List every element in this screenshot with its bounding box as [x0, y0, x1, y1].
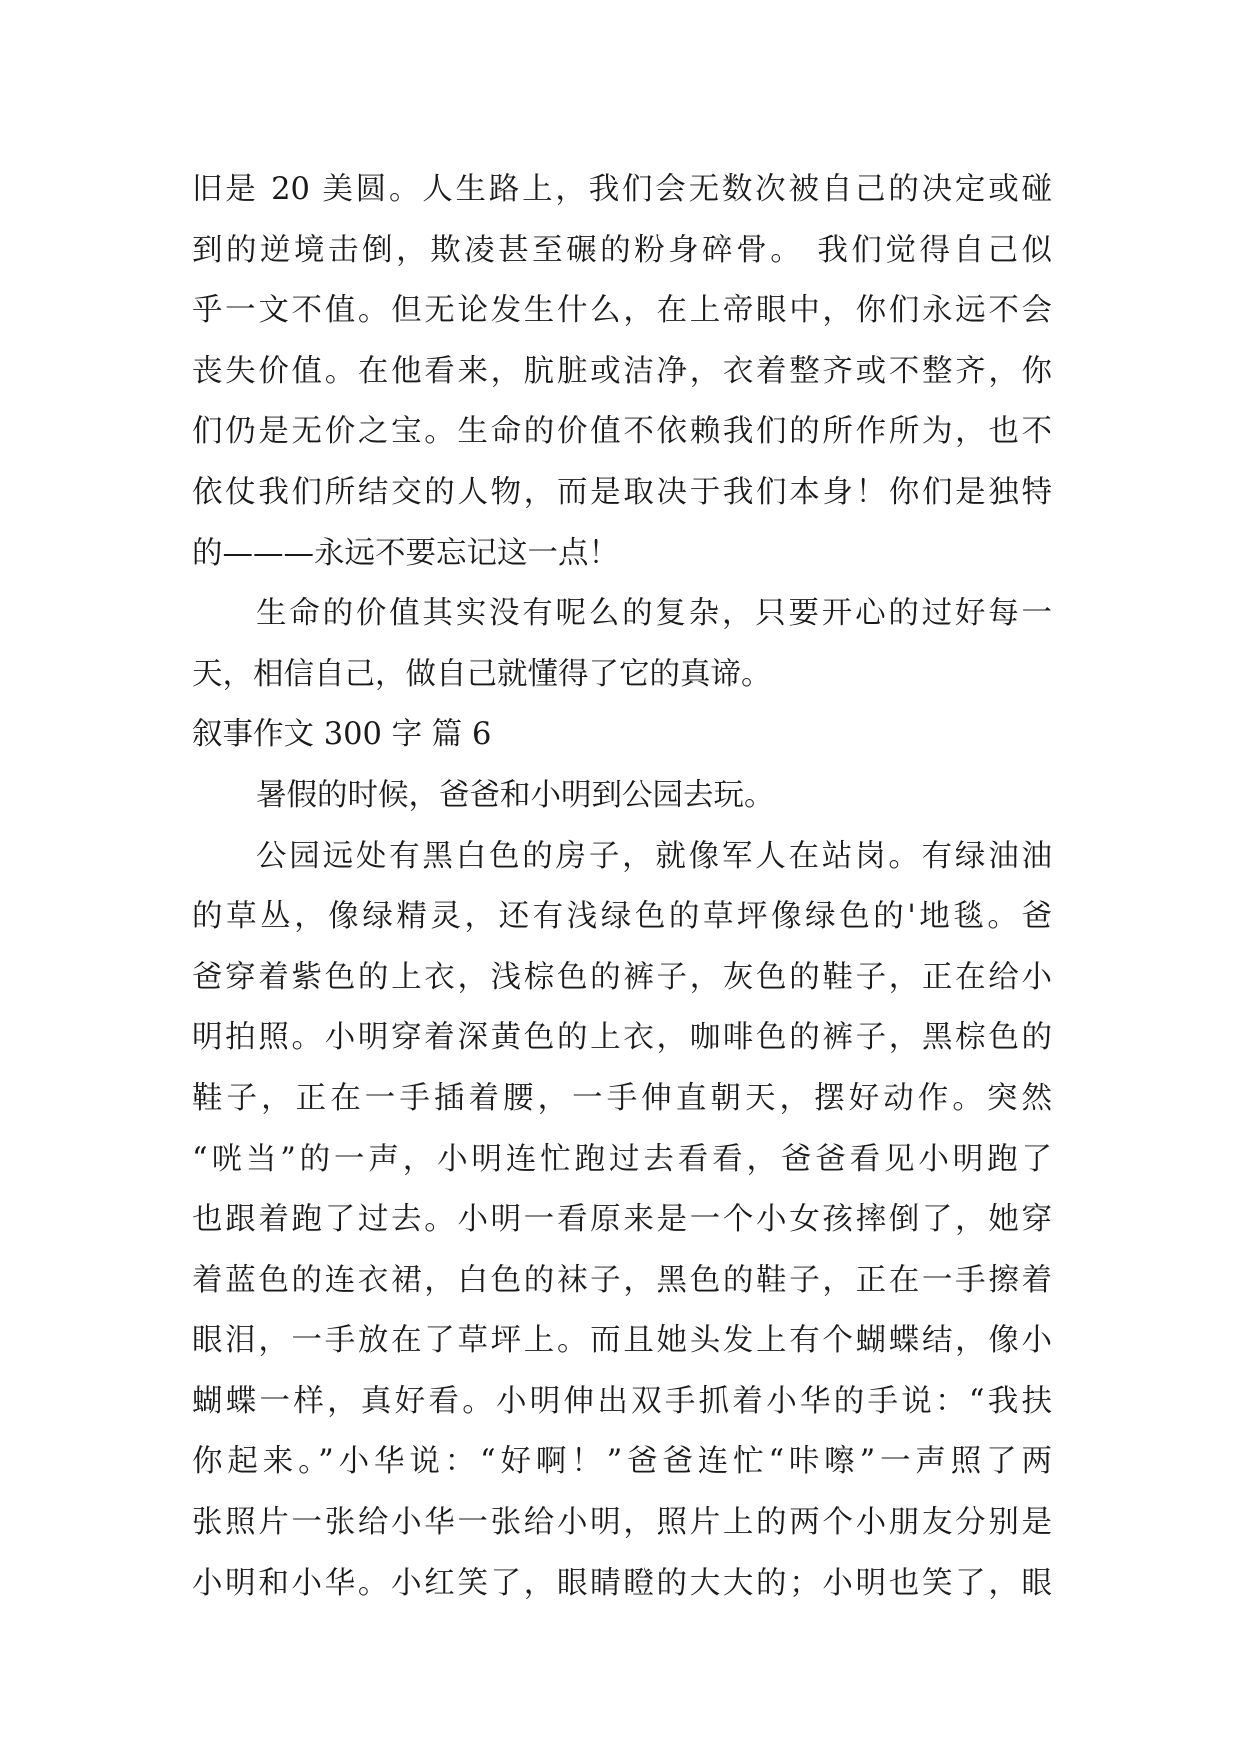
section-heading: 叙事作文 300 字 篇 6: [192, 717, 492, 753]
text-line: 你起来。”小华说：“好啊！”爸爸连忙“咔嚓”一声照了两: [192, 1444, 1052, 1480]
text-line: “咣当”的一声，小明连忙跑过去看看，爸爸看见小明跑了: [192, 1141, 1052, 1177]
document-body: [192, 160, 1052, 1614]
text-line: 丧失价值。在他看来，肮脏或洁净，衣着整齐或不整齐，你: [192, 353, 1052, 389]
text-line: 的草丛，像绿精灵，还有浅绿色的草坪像绿色的'地毯。爸: [192, 899, 1052, 935]
text-line: 乎一文不值。但无论发生什么，在上帝眼中，你们永远不会: [192, 293, 1052, 329]
text-line: 到的逆境击倒，欺凌甚至碾的粉身碎骨。 我们觉得自己似: [192, 232, 1052, 268]
text-line: 们仍是无价之宝。生命的价值不依赖我们的所作所为，也不: [192, 414, 1052, 450]
text-line: 明拍照。小明穿着深黄色的上衣，咖啡色的裤子，黑棕色的: [192, 1020, 1052, 1056]
text-line: 鞋子，正在一手插着腰，一手伸直朝天，摆好动作。突然: [192, 1080, 1052, 1116]
text-line: 天，相信自己，做自己就懂得了它的真谛。: [192, 656, 772, 692]
text-line: 公园远处有黑白色的房子，就像军人在站岗。有绿油油: [256, 838, 1052, 874]
text-line: 生命的价值其实没有呢么的复杂，只要开心的过好每一: [256, 596, 1052, 632]
text-line: 依仗我们所结交的人物，而是取决于我们本身！你们是独特: [192, 474, 1052, 510]
text-line: 暑假的时候，爸爸和小明到公园去玩。: [256, 777, 775, 813]
text-line: 小明和小华。小红笑了，眼睛瞪的大大的；小明也笑了，眼: [192, 1565, 1052, 1601]
text-line: 的———永远不要忘记这一点！: [192, 535, 619, 571]
text-line: 着蓝色的连衣裙，白色的袜子，黑色的鞋子，正在一手擦着: [192, 1262, 1052, 1298]
text-line: 也跟着跑了过去。小明一看原来是一个小女孩摔倒了，她穿: [192, 1202, 1052, 1238]
text-line: 蝴蝶一样，真好看。小明伸出双手抓着小华的手说：“我扶: [192, 1383, 1052, 1419]
text-line: 爸穿着紫色的上衣，浅棕色的裤子，灰色的鞋子，正在给小: [192, 959, 1052, 995]
text-line: 张照片一张给小华一张给小明，照片上的两个小朋友分别是: [192, 1505, 1052, 1541]
text-line: 旧是 20 美圆。人生路上，我们会无数次被自己的决定或碰: [192, 172, 1052, 207]
text-line: 眼泪，一手放在了草坪上。而且她头发上有个蝴蝶结，像小: [192, 1323, 1052, 1359]
